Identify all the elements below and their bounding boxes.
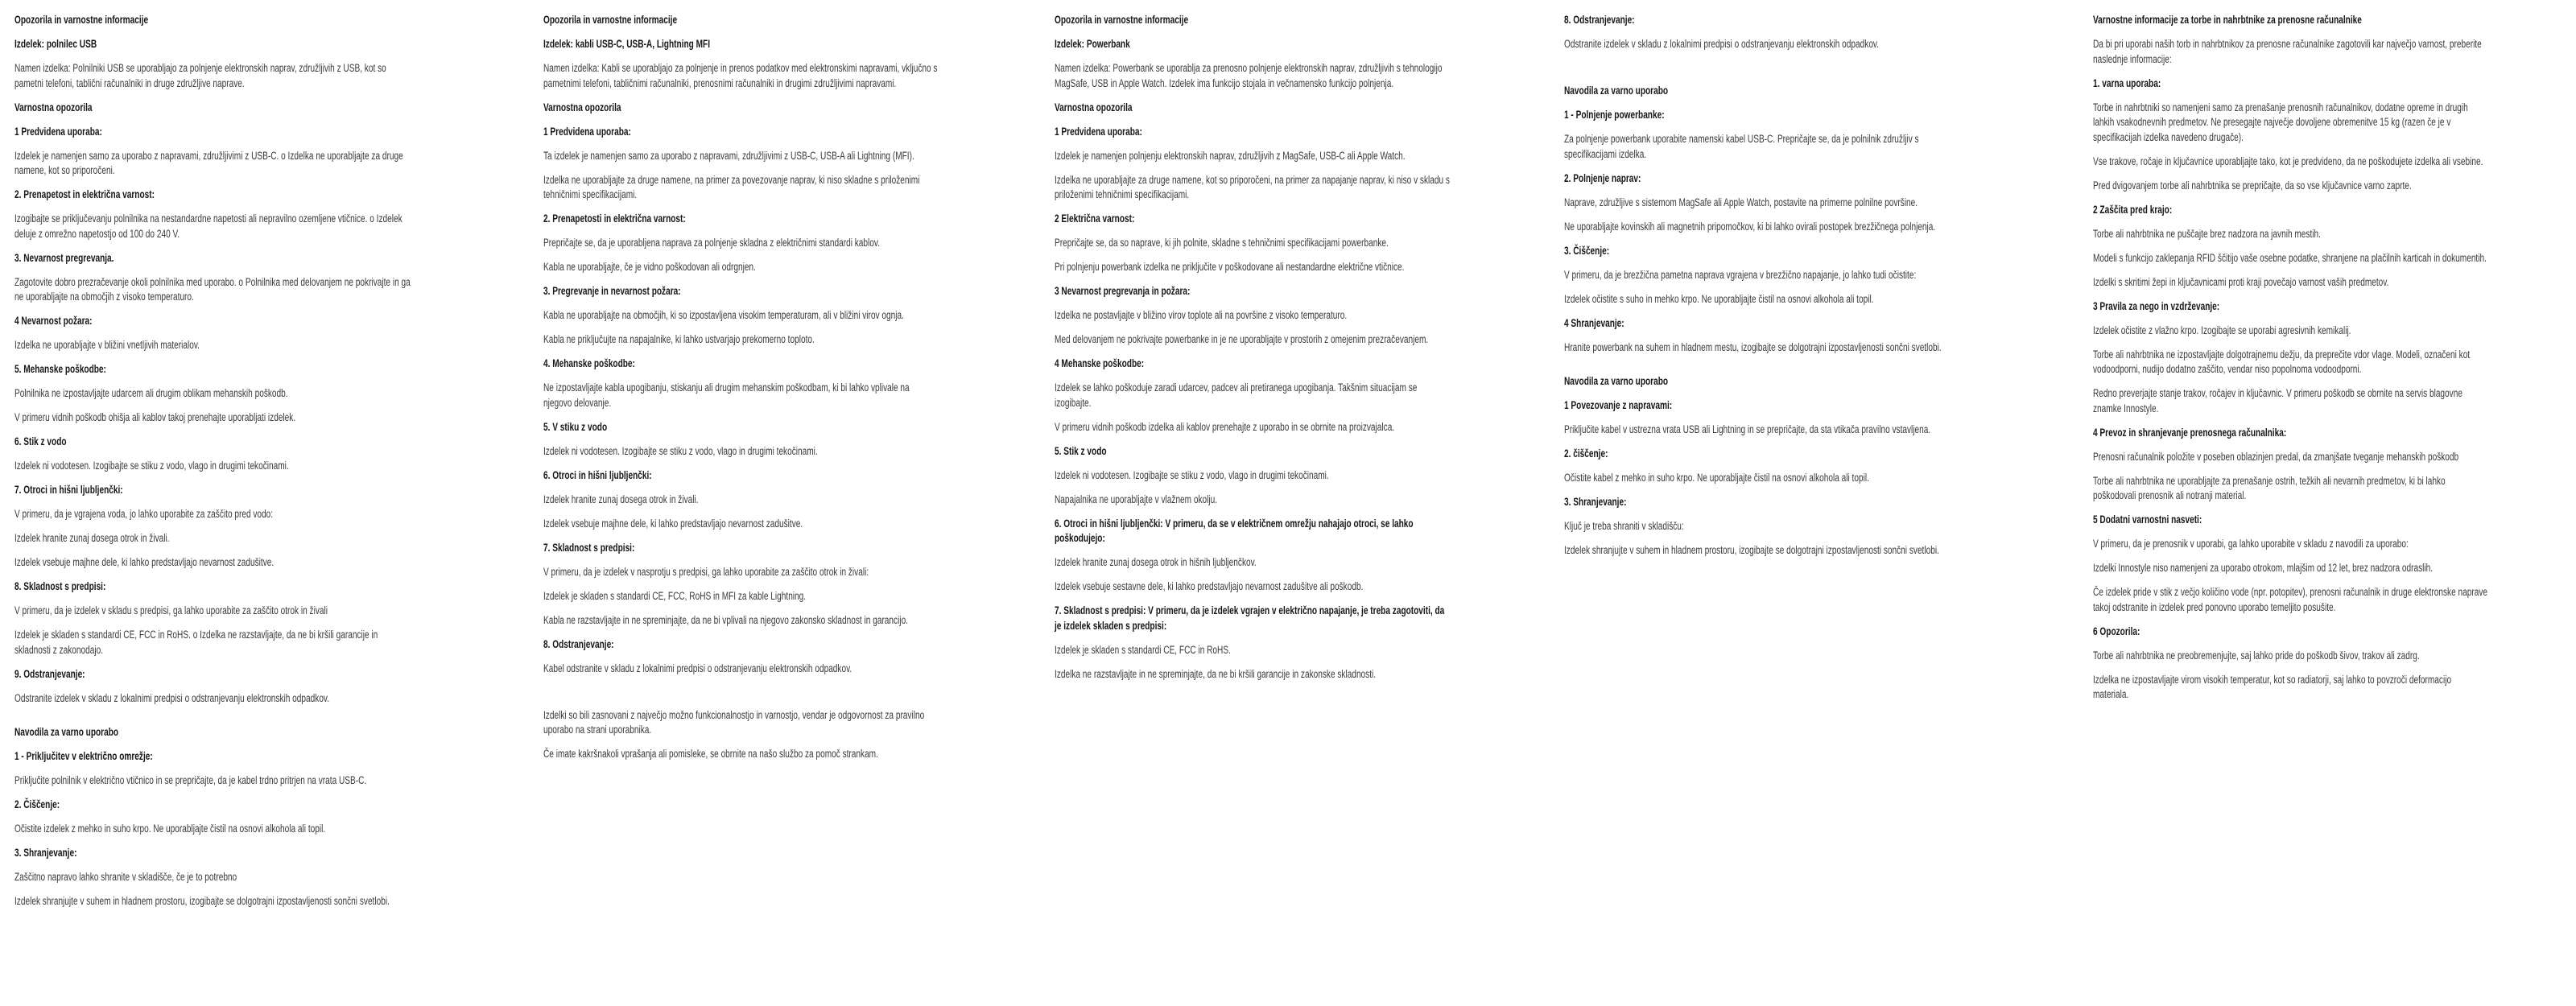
paragraph: Namen izdelka: Powerbank se uporablja za prenosno polnjenje elektronskih naprav, združljivih s tehnologijo MagSafe, USB in Apple Watch. Izdelek ima funkcijo stojala in večnamensko funkcijo polnjenja. [1055,62,1443,89]
paragraph: Naprave, združljive s sistemom MagSafe ali Apple Watch, postavite na primerne polnilne površine. [1564,196,1918,208]
paragraph: Kabla ne uporabljajte, če je vidno poškodovan ali odrgnjen. [543,261,756,273]
paragraph: Vse trakove, ročaje in ključavnice uporabljajte tako, kot je predvideno, da ne poškodujete izdelka ali vsebine. [2093,155,2483,167]
paragraph: Kabel odstranite v skladu z lokalnimi predpisi o odstranjevanju elektronskih odpadkov. [543,662,852,674]
section-heading: 6 Opozorila: [2093,625,2140,637]
section-heading: 2. Prenapetosti in električna varnost: [543,212,686,225]
paragraph: Torbe ali nahrbtnika ne uporabljajte za prenašanje ostrih, težkih ali nevarnih predmetov, ki bi lahko poškodovali prenosnik ali notranji material. [2093,474,2446,501]
section-heading: 4 Nevarnost požara: [14,315,93,327]
section-heading: Izdelek: Powerbank [1055,38,1130,50]
section-heading: 1 - Polnjenje powerbanke: [1564,109,1665,121]
paragraph: Modeli s funkcijo zaklepanja RFID ščitijo vaše osebne podatke, shranjene na plačilnih karticah in dokumentih. [2093,251,2487,264]
section-heading: 1 Predvidena uporaba: [543,125,631,138]
paragraph: Izdelek ni vodotesen. Izogibajte se stiku z vodo, vlago in drugimi tekočinami. [543,444,818,457]
paragraph: Priključite polnilnik v električno vtičnico in se prepričajte, da je kabel trdno pritrjen na vrata USB-C. [14,773,367,786]
spacer [1564,365,1960,374]
paragraph: Izdelka ne postavljajte v bližino virov toplote ali na površine z visoko temperaturo. [1055,309,1348,321]
paragraph: Zaščitno napravo lahko shranite v skladišče, če je to potrebno [14,870,237,883]
section-heading: Varnostne informacije za torbe in nahrbtnike za prenosne računalnike [2093,14,2362,26]
paragraph: Izdelek je namenjen polnjenju elektronskih naprav, združljivih z MagSafe, USB-C ali Apple Watch. [1055,149,1406,162]
paragraph: V primeru, da je izdelek v nasprotju s predpisi, ga lahko uporabite za zaščito otrok in živali: [543,565,869,578]
paragraph: Ne uporabljajte kovinskih ali magnetnih pripomočkov, ki bi lahko ovirali postopek brezžičnega polnjenja. [1564,220,1936,233]
section-heading: 1 Predvidena uporaba: [14,125,102,138]
section-heading: 1 Predvidena uporaba: [1055,125,1142,138]
paragraph: Izdelek je skladen s standardi CE, FCC in RoHS. [1055,643,1231,656]
column-bag-backpack-safety [2093,13,2489,711]
section-heading: Varnostna opozorila [543,101,621,113]
paragraph: V primeru, da je brezžična pametna naprava vgrajena v brezžično napajanje, jo lahko tudi očistite: [1564,268,1917,281]
section-heading: 2. Čiščenje: [14,798,60,810]
paragraph: Če izdelek pride v stik z večjo količino vode (npr. potopitev), prenosni računalnik in druge elektronske naprave takoj odstranite in izdelek pred ponovno uporabo temeljito posušite. [2093,586,2488,613]
paragraph: Izdelek je skladen s standardi CE, FCC, RoHS in MFI za kable Lightning. [543,589,807,602]
section-heading: 3. Pregrevanje in nevarnost požara: [543,285,681,297]
paragraph: Namen izdelka: Kabli se uporabljajo za polnjenje in prenos podatkov med elektronskimi napravami, vključno s pametnimi telefoni, tabličnimi računalniki, prenosnimi računalniki in drugimi združljivimi napravami. [543,62,938,89]
paragraph: Prepričajte se, da je uporabljena naprava za polnjenje skladna z električnimi standardi kablov. [543,237,881,249]
paragraph: Torbe ali nahrbtnika ne preobremenjujte, saj lahko pride do poškodb šivov, trakov ali zadrg. [2093,649,2420,662]
column-usage-instructions [1564,13,1960,567]
section-heading: 6. Stik z vodo [14,435,67,447]
section-heading: 3 Nevarnost pregrevanja in požara: [1055,285,1191,297]
section-heading: Navodila za varno uporabo [14,725,119,738]
paragraph: Izdelek očistite s suho in mehko krpo. Ne uporabljajte čistil na osnovi alkohola ali topil. [1564,292,1874,305]
paragraph: Redno preverjajte stanje trakov, ročajev in ključavnic. V primeru poškodb se obrnite na servis blagovne znamke Innostyle. [2093,387,2462,414]
paragraph: Izdelek vsebuje majhne dele, ki lahko predstavljajo nevarnost zadušitve. [14,556,275,568]
paragraph: V primeru vidnih poškodb ohišja ali kablov takoj prenehajte uporabljati izdelek. [14,411,296,423]
column-powerbank-warnings [1055,13,1451,691]
column-cable-warnings [543,13,939,771]
paragraph: Zagotovite dobro prezračevanje okoli polnilnika med uporabo. o Polnilnika med delovanjem ne pokrivajte in ga ne uporabljajte na območjih z visoko temperaturo. [14,275,411,303]
paragraph: Priključite kabel v ustrezna vrata USB ali Lightning in se prepričajte, da sta vtikača pravilno vstavljena. [1564,423,1931,435]
paragraph: Torbe in nahrbtniki so namenjeni samo za prenašanje prenosnih računalnikov, dodatne opreme in drugih lahkih vsakodnevnih predmetov. Ne presegajte največje dovoljene obremenitve 15 kg (razen če je v specifikacijah izdelka navedeno drugače). [2093,101,2468,143]
paragraph: Izdelek ni vodotesen. Izogibajte se stiku z vodo, vlago in drugimi tekočinami. [1055,468,1329,481]
paragraph: Izdelek očistite z vlažno krpo. Izogibajte se uporabi agresivnih kemikalij. [2093,324,2351,336]
paragraph: Izdelek shranjujte v suhem in hladnem prostoru, izogibajte se dolgotrajni izpostavljenosti sončni svetlobi. [14,894,390,907]
paragraph: Izdelek hranite zunaj dosega otrok in živali. [14,532,170,544]
paragraph: Za polnjenje powerbank uporabite namenski kabel USB-C. Prepričajte se, da je polnilnik združljiv s specifikacijami izdelka. [1564,133,1919,160]
section-heading: 2 Električna varnost: [1055,212,1135,225]
section-heading: Varnostna opozorila [1055,101,1133,113]
paragraph: Izdelki Innostyle niso namenjeni za uporabo otrokom, mlajšim od 12 let, brez nadzora odraslih. [2093,562,2434,574]
section-heading: 7. Otroci in hišni ljubljenčki: [14,484,123,496]
paragraph: Izdelki so bili zasnovani z največjo možno funkcionalnostjo in varnostjo, vendar je odgovornost za pravilno uporabo na strani uporabnika. [543,708,925,736]
paragraph: Izdelek shranjujte v suhem in hladnem prostoru, izogibajte se dolgotrajni izpostavljenosti sončni svetlobi. [1564,543,1939,556]
spacer [1564,61,1960,84]
paragraph: Očistite kabel z mehko in suho krpo. Ne uporabljajte čistil na osnovi alkohola ali topil. [1564,471,1869,484]
column-usb-charger-warnings [14,13,411,918]
section-heading: 4 Shranjevanje: [1564,316,1624,329]
section-heading: 1 - Priključitev v električno omrežje: [14,749,153,762]
paragraph: Napajalnika ne uporabljajte v vlažnem okolju. [1055,493,1218,505]
paragraph: Izdelek hranite zunaj dosega otrok in živali. [543,493,699,505]
paragraph: V primeru, da je izdelek v skladu s predpisi, ga lahko uporabite za zaščito otrok in živali [14,604,328,616]
section-heading: 2. Polnjenje naprav: [1564,171,1641,184]
section-heading: 8. Odstranjevanje: [1564,14,1635,26]
section-heading: 5. Stik z vodo [1055,444,1107,457]
section-heading: 8. Skladnost s predpisi: [14,580,106,592]
paragraph: Pred dvigovanjem torbe ali nahrbtnika se prepričajte, da so vse ključavnice varno zaprte. [2093,179,2412,192]
paragraph: Izdelek ni vodotesen. Izogibajte se stiku z vodo, vlago in drugimi tekočinami. [14,460,289,472]
paragraph: Če imate kakršnakoli vprašanja ali pomisleke, se obrnite na našo službo za pomoč strankam. [543,748,878,760]
paragraph: Izdelek vsebuje sestavne dele, ki lahko predstavljajo nevarnost zadušitve ali poškodb. [1055,580,1364,592]
section-heading: Varnostna opozorila [14,101,93,113]
paragraph: Pri polnjenju powerbank izdelka ne priključite v poškodovane ali nestandardne električne vtičnice. [1055,261,1405,273]
paragraph: Izdelek je skladen s standardi CE, FCC in RoHS. o Izdelka ne razstavljajte, da ne bi kršili garancije in skladnosti z zakonodajo. [14,629,378,656]
paragraph: V primeru, da je prenosnik v uporabi, ga lahko uporabite v skladu z navodili za uporabo: [2093,538,2409,550]
paragraph: Kabla ne razstavljajte in ne spreminjajte, da ne bi vplivali na njegovo zakonsko skladnost in garancijo. [543,613,908,626]
section-heading: 6. Otroci in hišni ljubljenčki: V primeru, da se v električnem omrežju nahajajo otroci, se lahko poškodujejo: [1055,517,1414,544]
paragraph: Hranite powerbank na suhem in hladnem mestu, izogibajte se dolgotrajni izpostavljenosti sončni svetlobi. [1564,340,1942,353]
paragraph: Ključ je treba shraniti v skladišču: [1564,519,1684,532]
section-heading: 5. Mehanske poškodbe: [14,363,106,375]
section-heading: Izdelek: kabli USB-C, USB-A, Lightning MFI [543,38,711,50]
paragraph: Kabla ne uporabljajte na območjih, ki so izpostavljena visokim temperaturam, ali v bližini virov ognja. [543,309,904,321]
paragraph: Izdelka ne razstavljajte in ne spreminjajte, da ne bi kršili garancije in zakonske skladnosti. [1055,667,1377,680]
section-heading: 5. V stiku z vodo [543,420,608,433]
section-heading: Navodila za varno uporabo [1564,85,1669,97]
spacer [14,715,411,725]
section-heading: 3. Čiščenje: [1564,244,1610,257]
section-heading: 4 Prevoz in shranjevanje prenosnega računalnika: [2093,426,2287,439]
paragraph: Izdelek vsebuje majhne dele, ki lahko predstavljajo nevarnost zadušitve. [543,517,803,530]
section-heading: 2. čiščenje: [1564,447,1608,460]
paragraph: Ta izdelek je namenjen samo za uporabo z napravami, združljivimi z USB-C, USB-A ali Lightning (MFI). [543,149,914,162]
paragraph: Izdelek hranite zunaj dosega otrok in hišnih ljubljenčkov. [1055,556,1257,568]
paragraph: Prepričajte se, da so naprave, ki jih polnite, skladne s tehničnimi specifikacijami powerbanke. [1055,237,1389,249]
paragraph: Odstranite izdelek v skladu z lokalnimi predpisi o odstranjevanju elektronskih odpadkov. [14,691,330,704]
paragraph: Odstranite izdelek v skladu z lokalnimi predpisi o odstranjevanju elektronskih odpadkov. [1564,38,1880,50]
paragraph: V primeru, da je vgrajena voda, jo lahko uporabite za zaščito pred vodo: [14,508,274,520]
paragraph: Da bi pri uporabi naših torb in nahrbtnikov za prenosne računalnike zagotovili kar največjo varnost, preberite naslednje informacije: [2093,38,2482,65]
paragraph: Izdelek je namenjen samo za uporabo z napravami, združljivimi z USB-C. o Izdelka ne uporabljajte za druge namene, kot so priporočeni. [14,149,403,176]
paragraph: Namen izdelka: Polnilniki USB se uporabljajo za polnjenje elektronskih naprav, združljivih z USB, kot so pametni telefoni, tablični računalniki in druge združljive naprave. [14,62,386,89]
paragraph: Kabla ne priključujte na napajalnike, ki lahko ustvarjajo prekomerno toploto. [543,333,815,345]
paragraph: Izdelka ne izpostavljajte virom visokih temperatur, kot so radiatorji, saj lahko to povzroči deformacijo materiala. [2093,673,2452,700]
paragraph: V primeru vidnih poškodb izdelka ali kablov prenehajte z uporabo in se obrnite na proizvajalca. [1055,420,1395,433]
section-heading: Opozorila in varnostne informacije [14,14,149,26]
paragraph: Polnilnika ne izpostavljajte udarcem ali drugim oblikam mehanskih poškodb. [14,387,288,399]
section-heading: 2 Zaščita pred krajo: [2093,203,2173,216]
paragraph: Izdelka ne uporabljajte za druge namene, kot so priporočeni, na primer za napajanje naprav, ki niso v skladu s priloženimi tehničnimi specifikacijami. [1055,173,1450,200]
paragraph: Torbe ali nahrbtnika ne puščajte brez nadzora na javnih mestih. [2093,227,2321,240]
section-heading: 7. Skladnost s predpisi: [543,541,635,554]
paragraph: Ne izpostavljajte kabla upogibanju, stiskanju ali drugim mehanskim poškodbam, ki bi lahko vplivale na njegovo delovanje. [543,381,910,409]
section-heading: 3. Shranjevanje: [1564,495,1627,508]
paragraph: Izdelka ne uporabljajte v bližini vnetljivih materialov. [14,339,200,351]
section-heading: 3 Pravila za nego in vzdrževanje: [2093,299,2220,312]
section-heading: 4. Mehanske poškodbe: [543,357,635,369]
section-heading: Navodila za varno uporabo [1564,374,1669,387]
paragraph: Izdelek se lahko poškoduje zaradi udarcev, padcev ali pretiranega upogibanja. Takšnim situacijam se izogibajte. [1055,381,1418,409]
spacer [543,686,939,708]
section-heading: 4 Mehanske poškodbe: [1055,357,1145,369]
section-heading: 3. Nevarnost pregrevanja. [14,251,114,264]
section-heading: Opozorila in varnostne informacije [1055,14,1189,26]
paragraph: Izogibajte se priključevanju polnilnika na nestandardne napetosti ali nepravilno ozemljene vtičnice. o Izdelek deluje z omrežno napetostjo od 100 do 240 V. [14,212,402,240]
section-heading: 1 Povezovanje z napravami: [1564,398,1673,411]
paragraph: Izdelki s skritimi žepi in ključavnicami proti kraji povečajo varnost vaših predmetov. [2093,275,2389,288]
section-heading: Opozorila in varnostne informacije [543,14,678,26]
section-heading: 1. varna uporaba: [2093,76,2161,89]
paragraph: Med delovanjem ne pokrivajte powerbanke in je ne uporabljajte v prostorih z omejenim prezračevanjem. [1055,333,1429,345]
section-heading: 6. Otroci in hišni ljubljenčki: [543,468,652,481]
section-heading: 8. Odstranjevanje: [543,637,614,650]
paragraph: Izdelka ne uporabljajte za druge namene, na primer za povezovanje naprav, ki niso skladne s priloženimi tehničnimi specifikacijami. [543,173,920,200]
paragraph: Torbe ali nahrbtnika ne izpostavljajte dolgotrajnemu dežju, da preprečite vdor vlage. Modeli, označeni kot vodoodporni, nudijo dodatno zaščito, vendar niso popolnoma vodoodporni. [2093,348,2471,375]
section-heading: 5 Dodatni varnostni nasveti: [2093,513,2202,526]
section-heading: Izdelek: polnilec USB [14,38,97,50]
section-heading: 9. Odstranjevanje: [14,667,85,680]
section-heading: 2. Prenapetost in električna varnost: [14,188,155,200]
section-heading: 7. Skladnost s predpisi: V primeru, da je izdelek vgrajen v električno napajanje, je treba zagotoviti, da je izdelek skladen s predpisi: [1055,604,1445,632]
section-heading: 3. Shranjevanje: [14,846,77,859]
paragraph: Prenosni računalnik položite v poseben oblazinjen predal, da zmanjšate tveganje mehanskih poškodb [2093,450,2459,463]
paragraph: Očistite izdelek z mehko in suho krpo. Ne uporabljajte čistil na osnovi alkohola ali topil. [14,822,326,835]
